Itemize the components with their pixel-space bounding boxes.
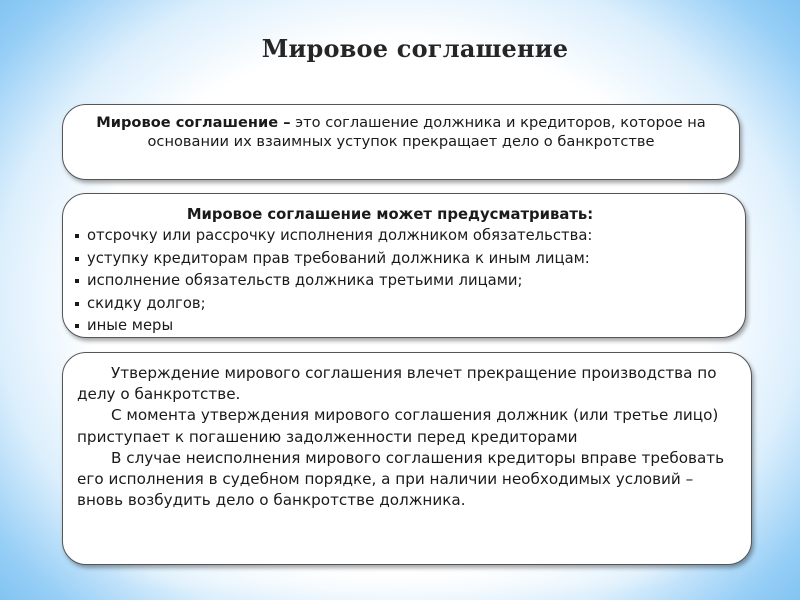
list-item: иные меры bbox=[75, 315, 745, 338]
list-item: отсрочку или рассрочку исполнения должником обязательства: bbox=[75, 225, 745, 248]
bullet-icon bbox=[75, 324, 79, 328]
provisions-heading: Мировое соглашение может предусматривать: bbox=[186, 206, 594, 223]
bullet-icon bbox=[75, 234, 79, 238]
bullet-icon bbox=[75, 279, 79, 283]
consequence-paragraph: Утверждение мирового соглашения влечет прекращение производства по делу о банкротстве. bbox=[77, 364, 717, 404]
list-item: исполнение обязательств должника третьими лицами; bbox=[75, 270, 745, 293]
consequence-paragraph: С момента утверждения мирового соглашения должник (или третье лицо) приступает к погашению задолженности перед кредиторами bbox=[77, 406, 719, 446]
consequences-box bbox=[62, 352, 752, 565]
list-item: скидку долгов; bbox=[75, 293, 745, 316]
provisions-box bbox=[62, 193, 746, 338]
consequence-paragraph: В случае неисполнения мирового соглашения кредиторы вправе требовать его исполнения в судебном порядке, а при наличии необходимых условий – вновь возбудить дело о банкротстве должника. bbox=[77, 448, 725, 510]
definition-text: это соглашение должника и кредиторов, которое на основании их взаимных уступок прекращает дело о банкротстве bbox=[147, 114, 706, 150]
bullet-icon bbox=[75, 257, 79, 261]
list-item: уступку кредиторам прав требований должника к иным лицам: bbox=[75, 248, 745, 271]
bottom-glow bbox=[120, 560, 680, 600]
provisions-list bbox=[75, 225, 745, 338]
slide-title: Мировое соглашение bbox=[261, 34, 569, 63]
definition-lead: Мировое соглашение – bbox=[96, 114, 291, 131]
definition-box bbox=[62, 104, 740, 180]
bullet-icon bbox=[75, 302, 79, 306]
